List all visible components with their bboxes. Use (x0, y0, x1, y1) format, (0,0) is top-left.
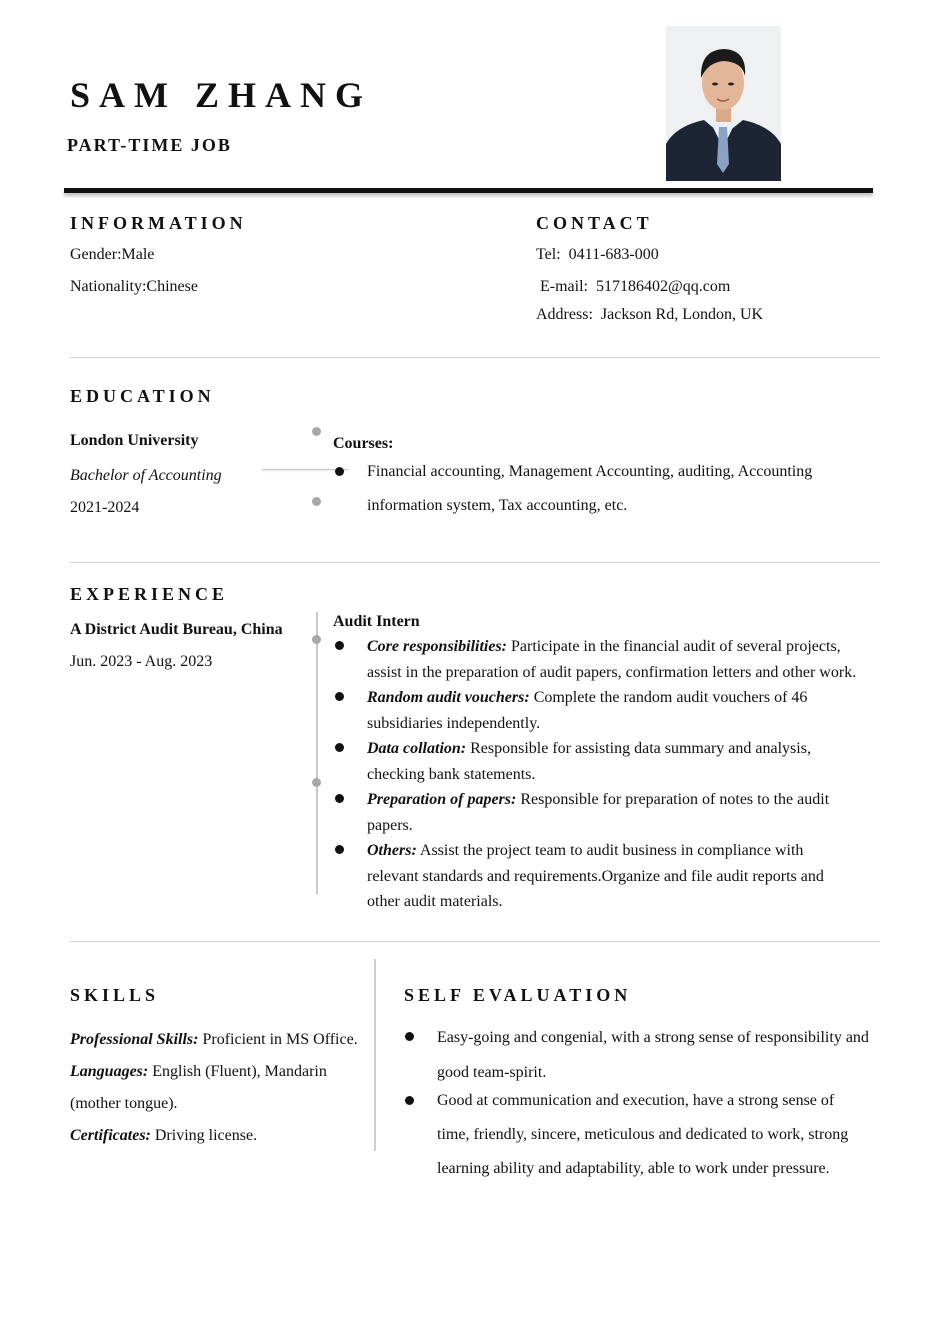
column-divider (374, 959, 376, 1151)
item-label: Data collation: (367, 740, 467, 757)
courses-line: information system, Tax accounting, etc. (367, 497, 628, 514)
self-evaluation-heading: SELF EVALUATION (404, 985, 632, 1005)
item-text: relevant standards and requirements.Organize and file audit reports and (367, 867, 824, 885)
bullet-icon (335, 692, 344, 701)
experience-item (367, 634, 856, 685)
self-eval-line: good team-spirit. (437, 1064, 547, 1081)
self-eval-item (437, 1090, 848, 1186)
tel-value: 0411-683-000 (568, 246, 659, 263)
experience-item (367, 787, 829, 838)
item-text: checking bank statements. (367, 765, 536, 783)
timeline-dot (312, 778, 321, 787)
experience-item (367, 685, 807, 736)
skill-text: (mother tongue). (70, 1095, 178, 1112)
timeline-dot (312, 635, 321, 644)
item-text: other audit materials. (367, 893, 503, 911)
experience-item (367, 838, 824, 915)
contact-email (540, 278, 730, 296)
experience-role: Audit Intern (333, 613, 420, 630)
school-name: London University (70, 432, 199, 449)
bullet-icon (335, 641, 344, 650)
timeline-dot (312, 427, 321, 436)
courses-line: Financial accounting, Management Accounting, auditing, Accounting (367, 463, 813, 480)
item-label: Others: (367, 842, 417, 859)
skill-text: Proficient in MS Office. (198, 1031, 358, 1048)
gender-text: Gender:Male (70, 246, 155, 263)
item-text: assist in the preparation of audit papers, confirmation letters and other work. (367, 663, 857, 681)
section-divider (70, 941, 880, 942)
tel-label: Tel: (536, 246, 561, 263)
self-eval-line: Good at communication and execution, have a strong sense of (437, 1092, 835, 1109)
contact-tel (536, 246, 659, 264)
experience-dates: Jun. 2023 - Aug. 2023 (70, 653, 213, 670)
item-text: Responsible for assisting data summary and analysis, (466, 740, 811, 757)
contact-address (536, 306, 763, 324)
item-text: Assist the project team to audit business in compliance with (416, 842, 804, 859)
header-rule (64, 188, 873, 193)
skill-label: Professional Skills: (70, 1031, 199, 1048)
experience-heading: EXPERIENCE (70, 584, 229, 604)
item-label: Random audit vouchers: (367, 689, 530, 706)
skill-text: English (Fluent), Mandarin (148, 1063, 327, 1080)
item-label: Preparation of papers: (367, 791, 517, 808)
section-divider (70, 562, 880, 563)
contact-heading: CONTACT (536, 213, 653, 233)
item-text: papers. (367, 816, 413, 834)
item-text: Complete the random audit vouchers of 46 (529, 689, 808, 706)
courses-label: Courses: (333, 435, 394, 452)
item-text: Responsible for preparation of notes to the audit (516, 791, 830, 808)
degree-text: Bachelor of Accounting (70, 467, 222, 484)
bullet-icon (405, 1032, 414, 1041)
job-title: PART-TIME JOB (67, 135, 232, 155)
bullet-icon (335, 845, 344, 854)
timeline-dot (312, 497, 321, 506)
self-eval-line: Easy-going and congenial, with a strong sense of responsibility and (437, 1029, 869, 1046)
information-heading: INFORMATION (70, 213, 247, 233)
education-heading: EDUCATION (70, 386, 215, 406)
education-years: 2021-2024 (70, 499, 140, 516)
skills-heading: SKILLS (70, 985, 160, 1005)
profile-photo (666, 26, 781, 181)
bullet-icon (335, 467, 344, 476)
email-label: E-mail: (540, 278, 588, 295)
timeline-line (316, 612, 318, 894)
email-value: 517186402@qq.com (595, 278, 731, 295)
self-eval-item (437, 1020, 869, 1090)
experience-item (367, 736, 811, 787)
skills-list (70, 1024, 358, 1152)
skill-label: Languages: (70, 1063, 149, 1080)
courses-text (367, 455, 812, 523)
self-eval-line: learning ability and adaptability, able to work under pressure. (437, 1160, 830, 1177)
bullet-icon (335, 794, 344, 803)
self-eval-line: time, friendly, sincere, meticulous and dedicated to work, strong (437, 1126, 849, 1143)
section-divider (70, 357, 880, 358)
item-label: Core responsibilities: (367, 638, 508, 655)
bullet-icon (335, 743, 344, 752)
item-text: subsidiaries independently. (367, 714, 541, 732)
skill-text: Driving license. (150, 1127, 258, 1144)
nationality-text: Nationality:Chinese (70, 278, 198, 295)
skill-label: Certificates: (70, 1127, 151, 1144)
address-label: Address: (536, 306, 593, 323)
address-value: Jackson Rd, London, UK (600, 306, 764, 323)
resume-name: SAM ZHANG (70, 75, 373, 115)
experience-org: A District Audit Bureau, China (70, 621, 283, 638)
item-text: Participate in the financial audit of several projects, (507, 638, 841, 655)
bullet-icon (405, 1096, 414, 1105)
